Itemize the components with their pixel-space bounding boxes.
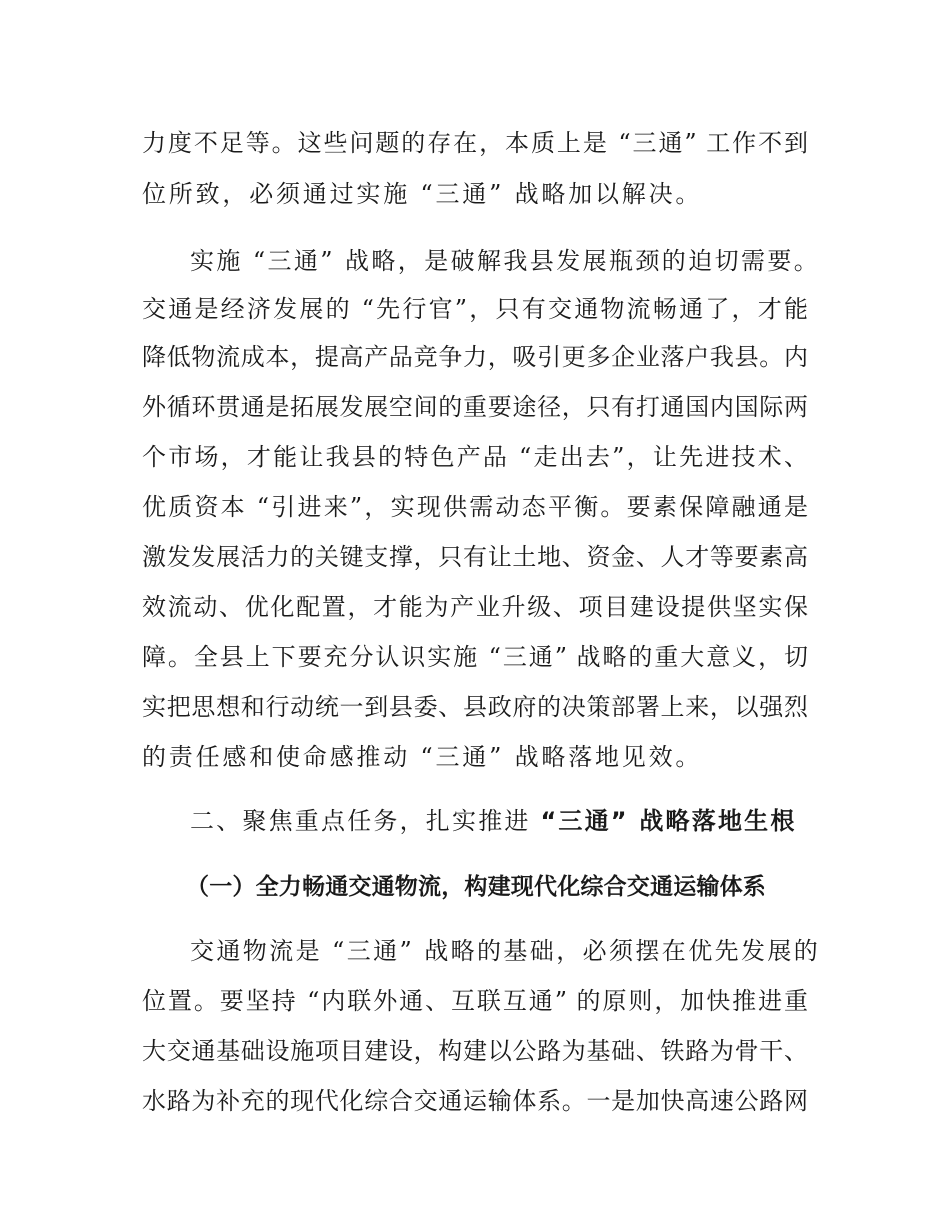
subsection-heading: （一）全力畅通交通物流，构建现代化综合交通运输体系 — [186, 874, 766, 900]
paragraph-1-line-1: 力度不足等。这些问题的存在，本质上是 “三通” 工作不到 — [142, 129, 808, 157]
section-heading-bold: “三通” 战略落地生根 — [540, 807, 797, 835]
paragraph-2-line-2: 交通是经济发展的 “先行官”，只有交通物流畅通了，才能 — [142, 295, 808, 323]
paragraph-2-line-4: 外循环贯通是拓展发展空间的重要途径，只有打通国内国际两 — [142, 393, 808, 421]
section-heading-prefix: 二、聚焦重点任务，扎实推进 — [190, 807, 541, 835]
paragraph-2-line-5: 个市场，才能让我县的特色产品 “走出去”，让先进技术、 — [142, 443, 808, 471]
paragraph-2-line-11: 的责任感和使命感推动 “三通” 战略落地见效。 — [142, 743, 703, 771]
paragraph-3-line-3: 大交通基础设施项目建设，构建以公路为基础、铁路为骨干、 — [142, 1037, 808, 1065]
paragraph-2-line-6: 优质资本 “引进来”，实现供需动态平衡。要素保障融通是 — [142, 493, 808, 521]
paragraph-3-line-1: 交通物流是 “三通” 战略的基础，必须摆在优先发展的 — [190, 937, 821, 965]
paragraph-3-line-2: 位置。要坚持 “内联外通、互联互通” 的原则，加快推进重 — [142, 987, 808, 1015]
paragraph-2-line-8: 效流动、优化配置，才能为产业升级、项目建设提供坚实保 — [142, 593, 808, 621]
paragraph-2-line-3: 降低物流成本，提高产品竞争力，吸引更多企业落户我县。内 — [142, 343, 808, 371]
paragraph-1-line-2: 位所致，必须通过实施 “三通” 战略加以解决。 — [142, 180, 703, 208]
paragraph-2-line-9: 障。全县上下要充分认识实施 “三通” 战略的重大意义，切 — [142, 643, 808, 671]
section-heading — [190, 800, 797, 842]
paragraph-2-line-1: 实施 “三通” 战略，是破解我县发展瓶颈的迫切需要。 — [190, 247, 821, 275]
paragraph-2-line-7: 激发发展活力的关键支撑，只有让土地、资金、人才等要素高 — [142, 543, 808, 571]
paragraph-2-line-10: 实把思想和行动统一到县委、县政府的决策部署上来，以强烈 — [142, 693, 808, 721]
paragraph-3-line-4: 水路为补充的现代化综合交通运输体系。一是加快高速公路网 — [142, 1087, 808, 1115]
